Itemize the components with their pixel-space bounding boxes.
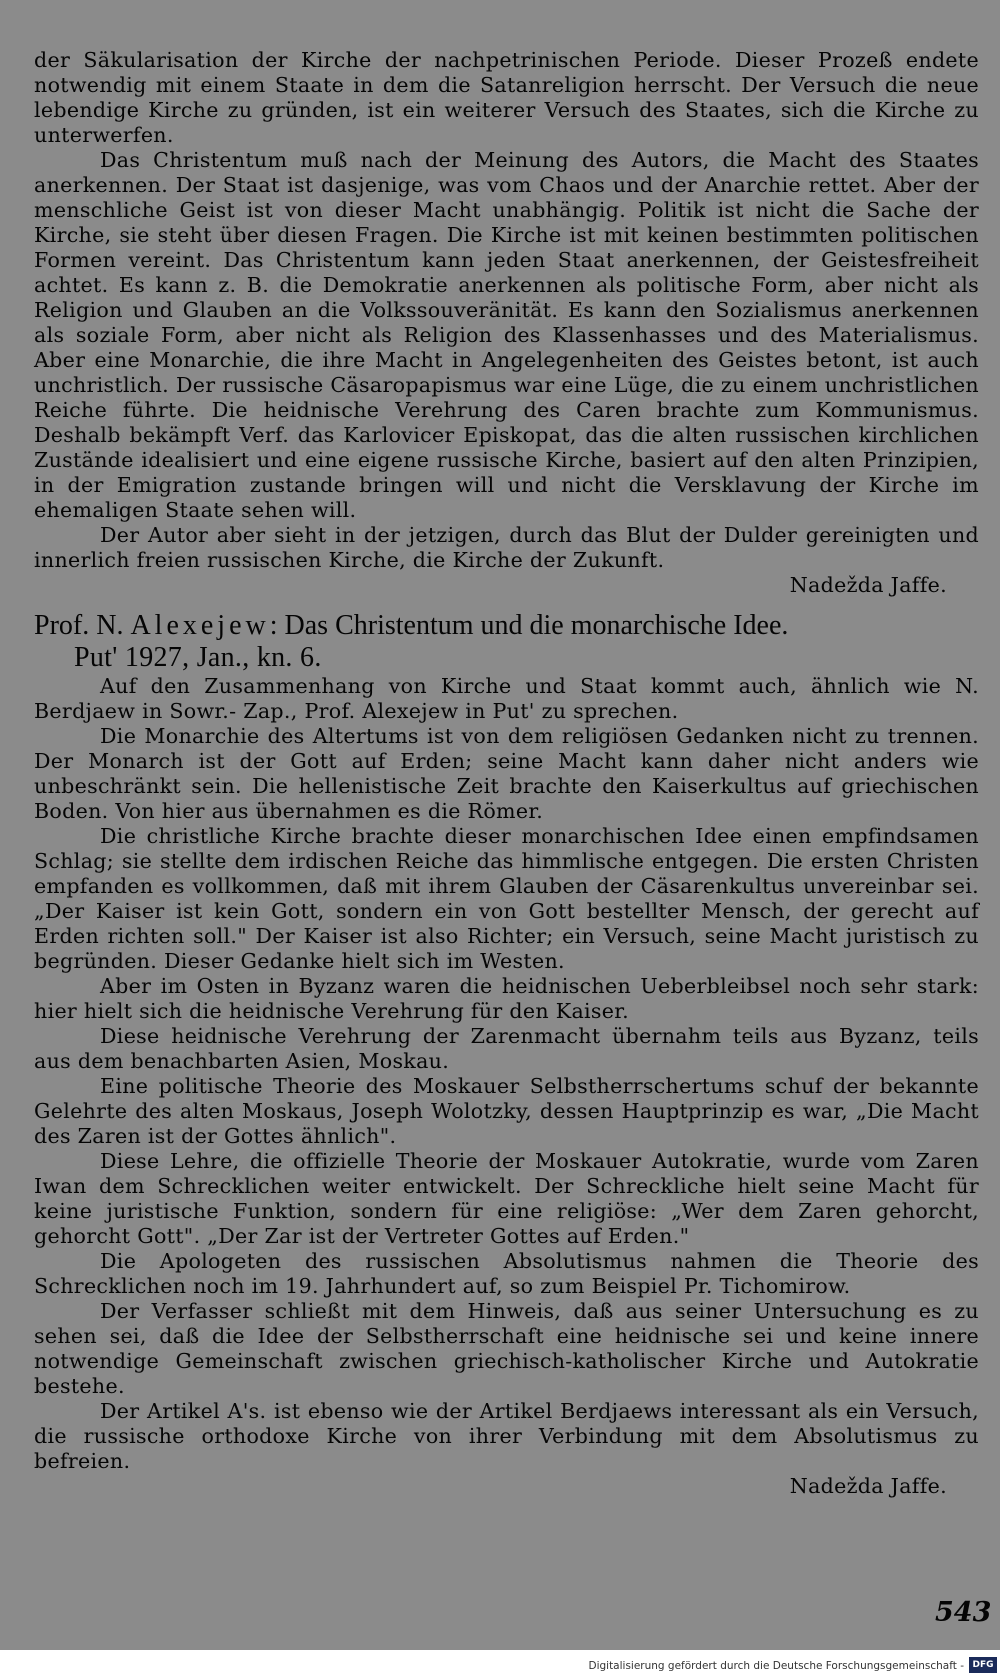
review-signature: Nadežda Jaffe.: [789, 573, 947, 597]
review-paragraph: der Säkularisation der Kirche der nachpetrinischen Periode. Dieser Prozeß endete notwendig mit einem Staate in dem die Satanreligion herrscht. Der Versuch die neue lebendige Kirche zu gründen, ist ein weiterer Versuch des Staates, sich die Kirche zu unterwerfen.: [34, 48, 979, 147]
article-signature: Nadežda Jaffe.: [789, 1474, 947, 1498]
article-prefix: Prof. N.: [34, 610, 131, 641]
article-source: Put' 1927, Jan., kn. 6.: [74, 642, 322, 673]
article-paragraph: Die Apologeten des russischen Absolutismus nahmen die Theorie des Schrecklichen noch im 19. Jahrhundert auf, so zum Beispiel Pr. Tichomirow.: [34, 1249, 979, 1298]
article-paragraph: Eine politische Theorie des Moskauer Selbstherrschertums schuf der bekannte Gelehrte des alten Moskaus, Joseph Wolotzky, dessen Hauptprinzip es war, „Die Macht des Zaren ist der Gottes ähnlich".: [34, 1074, 979, 1148]
article-heading: [34, 610, 979, 642]
footer-credit: Digitalisierung gefördert durch die Deutsche Forschungsgemeinschaft -: [588, 1660, 964, 1672]
article-author: Alexejew: [130, 610, 270, 641]
article-paragraph: Der Artikel A's. ist ebenso wie der Artikel Berdjaews interessant als ein Versuch, die russische orthodoxe Kirche von ihrer Verbindung mit dem Absolutismus zu befreien.: [34, 1399, 979, 1473]
review-paragraph: Der Autor aber sieht in der jetzigen, durch das Blut der Dulder gereinigten und innerlich freien russischen Kirche, die Kirche der Zukunft.: [34, 523, 979, 572]
article-paragraph: Aber im Osten in Byzanz waren die heidnischen Ueberbleibsel noch sehr stark: hier hielt sich die heidnische Verehrung für den Kaiser.: [34, 974, 979, 1023]
article-paragraph: Die christliche Kirche brachte dieser monarchischen Idee einen empfindsamen Schlag; sie stellte dem irdischen Reiche das himmlische entgegen. Die ersten Christen empfanden es vollkommen, daß mit ihrem Glauben der Cäsarenkultus unvereinbar sei. „Der Kaiser ist kein Gott, sondern ein von Gott bestellter Mensch, der gerecht auf Erden richten soll." Der Kaiser ist also Richter; ein Versuch, seine Macht juristisch zu begründen. Dieser Gedanke hielt sich im Westen.: [34, 824, 979, 973]
dfg-logo-icon: DFG: [969, 1657, 997, 1673]
article-paragraph: Auf den Zusammenhang von Kirche und Staat kommt auch, ähnlich wie N. Berdjaew in Sowr.- Zap., Prof. Alexejew in Put' zu sprechen.: [34, 674, 979, 723]
article-title: : Das Christentum und die monarchische Idee.: [269, 610, 789, 641]
article-paragraph: Diese heidnische Verehrung der Zarenmacht übernahm teils aus Byzanz, teils aus dem benachbarten Asien, Moskau.: [34, 1024, 979, 1073]
article-paragraph: Die Monarchie des Altertums ist von dem religiösen Gedanken nicht zu trennen. Der Monarch ist der Gott auf Erden; seine Macht kann daher nicht anders wie unbeschränkt sein. Die hellenistische Zeit brachte den Kaiserkultus auf griechischen Boden. Von hier aus übernahmen es die Römer.: [34, 724, 979, 823]
page-text: [34, 48, 979, 1499]
article-paragraph: Der Verfasser schließt mit dem Hinweis, daß aus seiner Untersuchung es zu sehen sei, daß die Idee der Selbstherrschaft eine heidnische sei und keine innere notwendige Gemeinschaft zwischen griechisch-katholischer Kirche und Autokratie bestehe.: [34, 1299, 979, 1398]
review-paragraph: Das Christentum muß nach der Meinung des Autors, die Macht des Staates anerkennen. Der Staat ist dasjenige, was vom Chaos und der Anarchie rettet. Aber der menschliche Geist ist von dieser Macht unabhängig. Politik ist nicht die Sache der Kirche, sie steht über diesen Fragen. Die Kirche ist mit keinen bestimmten politischen Formen vereint. Das Christentum kann jeden Staat anerkennen, der Geistesfreiheit achtet. Es kann z. B. die Demokratie anerkennen als politische Form, aber nicht als Religion und Glauben an die Volkssouveränität. Es kann den Sozialismus anerkennen als soziale Form, aber nicht als Religion des Klassenhasses und des Materialismus. Aber eine Monarchie, die ihre Macht in Angelegenheiten des Geistes betont, ist auch unchristlich. Der russische Cäsaropapismus war eine Lüge, die zu einem unchristlichen Reiche führte. Die heidnische Verehrung des Caren brachte zum Kommunismus. Deshalb bekämpft Verf. das Karlovicer Episkopat, das die alten russischen kirchlichen Zustände idealisiert und eine eigene russische Kirche, basiert auf den alten Prinzipien, in der Emigration zustande bringen will und nicht die Versklavung der Kirche im ehemaligen Staate sehen will.: [34, 148, 979, 522]
page-number: 543: [935, 1597, 992, 1628]
article-paragraph: Diese Lehre, die offizielle Theorie der Moskauer Autokratie, wurde vom Zaren Iwan dem Schrecklichen weiter entwickelt. Der Schreckliche hielt seine Macht für keine juristische Funktion, sondern für eine religiöse: „Wer dem Zaren gehorcht, gehorcht Gott". „Der Zar ist der Vertreter Gottes auf Erden.": [34, 1149, 979, 1248]
